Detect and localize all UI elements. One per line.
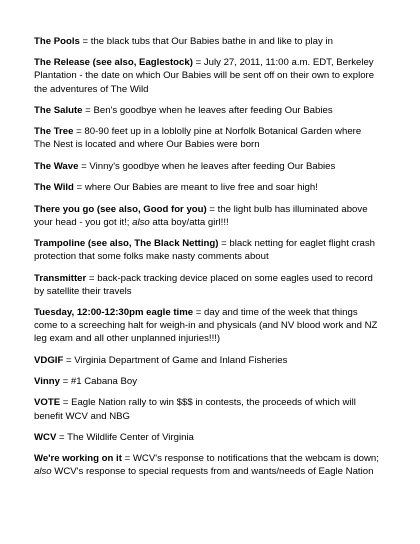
entry-definition: Eagle Nation rally to win $$$ in contests, the proceeds of which will benefit WCV and NBG: [34, 397, 356, 422]
entry-definition: black netting for eaglet flight crash protection that some folks make nasty comments about: [34, 238, 375, 263]
glossary-entry-the-tree: The Tree = 80-90 feet up in a loblolly pine at Norfolk Botanical Garden where The Nest is located and where Our Babies were born: [34, 126, 362, 151]
entry-term: The Tree: [34, 126, 74, 138]
entry-term: The Wild: [34, 182, 74, 194]
entry-definition: July 27, 2011, 11:00 a.m. EDT, Berkeley Plantation - the date on which Our Babies will be sent off on their own to explore the adventures of The Wild: [34, 57, 375, 95]
glossary-entry-the-salute: The Salute = Ben's goodbye when he leaves after feeding Our Babies: [34, 104, 333, 116]
entry-definition: #1 Cabana Boy: [70, 376, 138, 388]
entry-term: WCV: [34, 431, 57, 443]
entry-term: The Release (see also, Eaglestock): [34, 57, 193, 69]
entry-definition-emphasis: also: [132, 216, 150, 228]
entry-definition: 80-90 feet up in a loblolly pine at Norfolk Botanical Garden where The Nest is located and where Our Babies were born: [34, 126, 362, 151]
entry-term: Tuesday, 12:00-12:30pm eagle time: [34, 307, 194, 319]
entry-definition: day and time of the week that things come to a screeching halt for weigh-in and physicals (and NV blood work and NZ leg exam and all other unplanned injuries!!!): [34, 307, 378, 345]
glossary-entry-the-wave: The Wave = Vinny's goodbye when he leaves after feeding Our Babies: [34, 160, 336, 172]
glossary-entry-there-you-go: There you go (see also, Good for you) = the light bulb has illuminated above your head - you got it!; also atta boy/atta girl!!!: [34, 203, 368, 228]
glossary-entry-were-working-on-it: We're working on it = WCV's response to notifications that the webcam is down; also WCV's response to special requests from and wants/needs of Eagle Nation: [34, 453, 379, 478]
entry-term: The Wave: [34, 160, 79, 172]
entry-term: VOTE: [34, 397, 61, 409]
entry-definition: where Our Babies are meant to live free and soar high!: [84, 182, 318, 194]
entry-definition: Ben's goodbye when he leaves after feeding Our Babies: [93, 104, 333, 116]
entry-term: There you go (see also, Good for you): [34, 203, 207, 215]
entry-term: Trampoline (see also, The Black Netting): [34, 238, 219, 250]
entry-definition: the light bulb has illuminated above your head - you got it!;: [34, 203, 368, 228]
entry-term: We're working on it: [34, 453, 122, 465]
entry-definition-continued: WCV's response to special requests from and wants/needs of Eagle Nation: [54, 466, 374, 478]
entry-term: The Salute: [34, 104, 83, 116]
entry-definition: The Wildlife Center of Virginia: [67, 431, 194, 443]
glossary-entry-trampoline: Trampoline (see also, The Black Netting) = black netting for eaglet flight crash protection that some folks make nasty comments about: [34, 238, 375, 263]
entry-term: VDGIF: [34, 354, 64, 366]
glossary-entry-vdgif: VDGIF = Virginia Department of Game and Inland Fisheries: [34, 354, 288, 366]
entry-definition: Virginia Department of Game and Inland Fisheries: [74, 354, 288, 366]
glossary-entry-transmitter: Transmitter = back-pack tracking device placed on some eagles used to record by satellite their travels: [34, 272, 373, 297]
glossary-entry-the-release: The Release (see also, Eaglestock) = July 27, 2011, 11:00 a.m. EDT, Berkeley Plantation - the date on which Our Babies will be sent off on their own to explore the adventures of The Wild: [34, 57, 375, 95]
entry-term: The Pools: [34, 36, 80, 47]
glossary-entry-wcv: WCV = The Wildlife Center of Virginia: [34, 431, 194, 443]
entry-definition-continued: atta boy/atta girl!!!: [152, 216, 229, 228]
entry-definition: WCV's response to notifications that the webcam is down;: [132, 453, 379, 465]
glossary-entry-the-pools: The Pools = the black tubs that Our Babies bathe in and like to play in: [34, 36, 333, 47]
entry-term: Transmitter: [34, 272, 87, 284]
entry-term: Vinny: [34, 376, 60, 388]
entry-definition: back-pack tracking device placed on some eagles used to record by satellite their travels: [34, 272, 373, 297]
entry-definition: Vinny's goodbye when he leaves after feeding Our Babies: [89, 160, 336, 172]
glossary-entry-the-wild: The Wild = where Our Babies are meant to live free and soar high!: [34, 182, 318, 194]
entry-definition: the black tubs that Our Babies bathe in and like to play in: [90, 36, 333, 47]
glossary-entry-tuesday-eagle-time: Tuesday, 12:00-12:30pm eagle time = day and time of the week that things come to a screeching halt for weigh-in and physicals (and NV blood work and NZ leg exam and all other unplanned injuries!!!): [34, 307, 378, 345]
glossary-entry-vinny: Vinny = #1 Cabana Boy: [34, 376, 138, 388]
glossary-entry-vote: VOTE = Eagle Nation rally to win $$$ in contests, the proceeds of which will benefit WCV and NBG: [34, 397, 356, 422]
entry-definition-emphasis: also: [34, 466, 52, 478]
